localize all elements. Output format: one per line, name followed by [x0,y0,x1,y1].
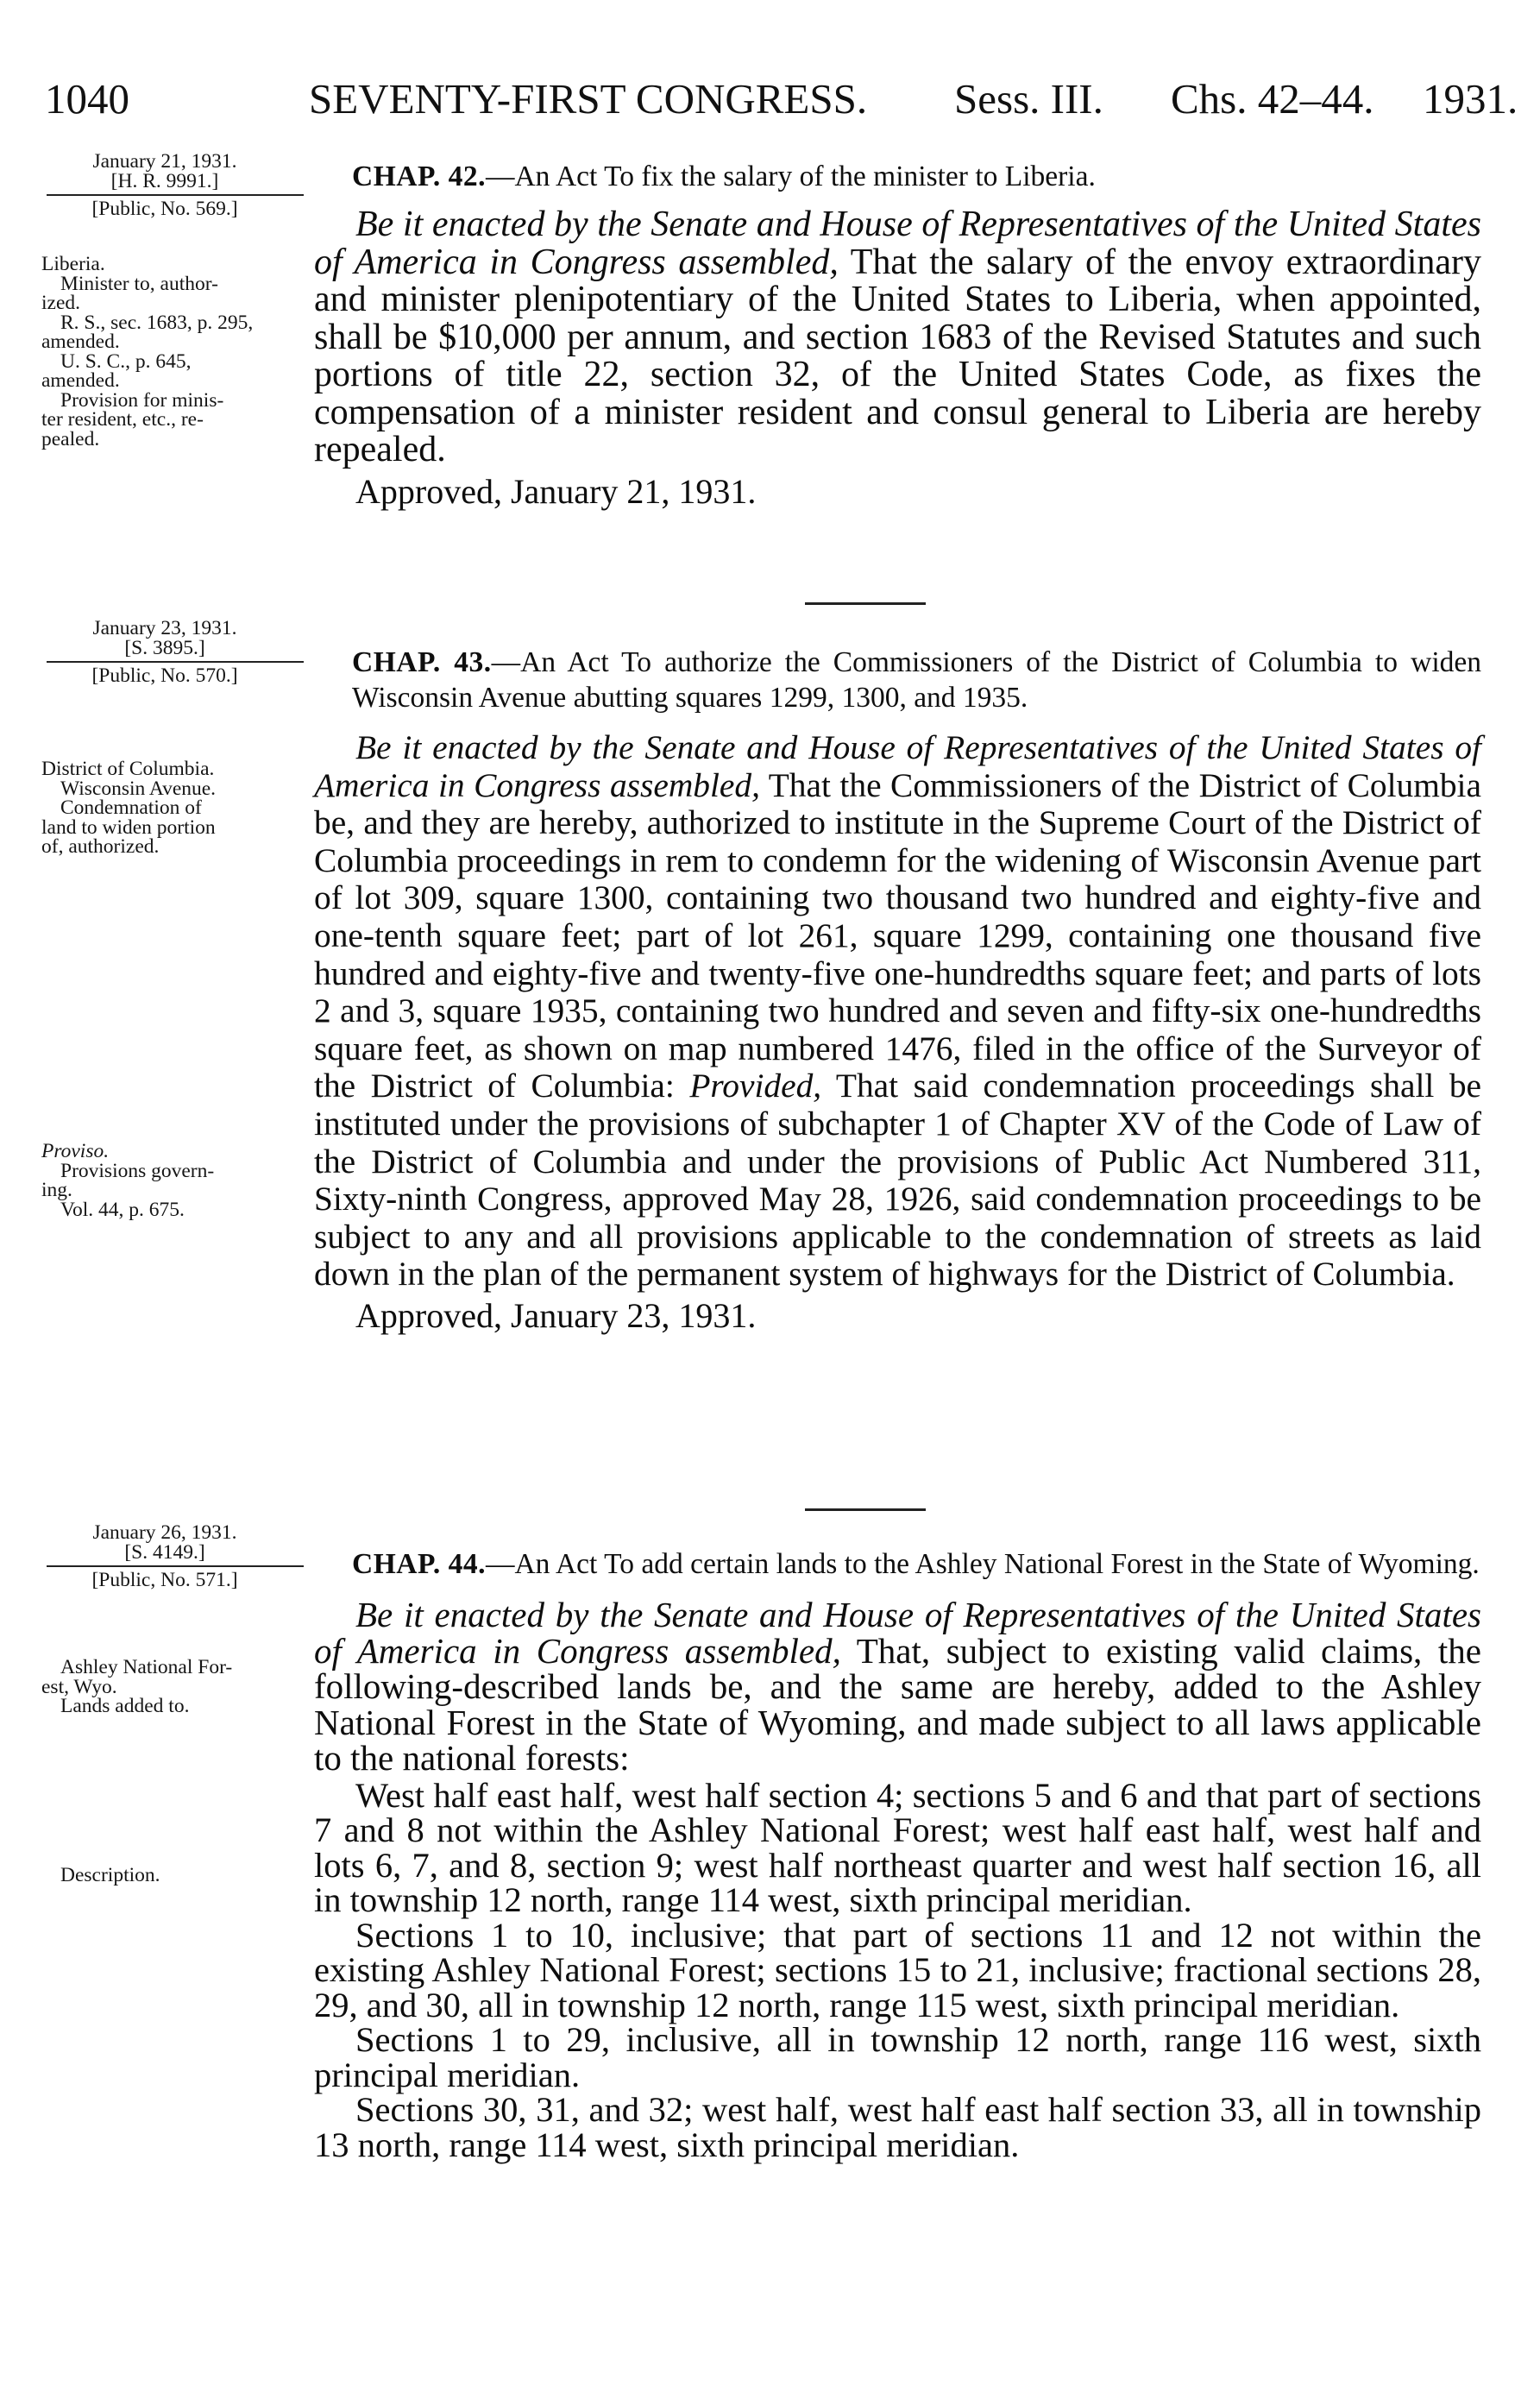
sidenote: Lands added to. [60,1695,190,1717]
enacting-clause: Be it enacted by the Senate and House of Representatives of the United States of America in Congress assembled, [314,728,1481,804]
chapter-43-margin [41,619,300,686]
sidenote: amended. [41,331,120,353]
sidenote: ized. [41,292,81,314]
section-separator [805,602,926,605]
chapters-label: Chs. 42–44. [1171,75,1374,123]
sidenote: Wisconsin Avenue. [60,777,217,800]
proviso-label: Proviso. [41,1140,110,1162]
sidenote: ing. [41,1179,72,1201]
chapter-number: CHAP. 42. [352,161,486,192]
sidenote: land to widen portion [41,815,216,839]
description-paragraph: Sections 30, 31, and 32; west half, west half east half section 33, all in township 13 north, range 114 west, sixth principal meridian. [314,2090,1481,2164]
chapter-43-proviso-notes [41,1142,300,1219]
chapter-44-description-note [41,1866,300,1886]
chapter-44-body [314,1546,1481,2163]
margin-rule [47,194,304,196]
provided-label: Provided, [689,1067,822,1105]
proviso-text: That said condemnation proceedings shall be instituted under the provisions of subchapter 1 of Chapter XV of the Code of Law of the District of Columbia and under the provisions of Public Act Numbered 311, Sixty-ninth Congress, approved May 28, 1926, said condemnation proceedings to be subject to any and all provisions applicable to the condemnation of streets as laid down in the plan of the permanent system of highways for the District of Columbia. [314,1067,1481,1294]
margin-bill: [S. 4149.] [124,1540,205,1564]
chapter-44-margin [41,1523,300,1590]
congress-title: SEVENTY-FIRST CONGRESS. [309,75,868,123]
chapter-heading [314,1546,1481,1582]
margin-public-law: [Public, No. 570.] [91,664,238,687]
margin-rule [47,1565,304,1567]
chapter-title: —An Act To add certain lands to the Ashley National Forest in the State of Wyoming. [485,1548,1480,1580]
margin-public-law: [Public, No. 571.] [91,1569,238,1591]
sidenote: est, Wyo. [41,1675,117,1698]
sidenote: of, authorized. [41,835,160,858]
enacting-paragraph [314,729,1481,1294]
act-text: That the salary of the envoy extraordinary and minister plenipotentiary of the United States to Liberia, when appointed, shall be $10,000 per annum, and section 1683 of the Revised Statutes and such portions of title 22, section 32, of the United States Code, as fixes the compensation of a minister resident and consul general to Liberia are hereby repealed. [314,242,1481,469]
enacting-clause: Be it enacted by the Senate and House of Representatives of the United States of America in Congress assembled, [314,1595,1481,1671]
page-number: 1040 [45,75,129,123]
sidenote: U. S. C., p. 645, [60,349,192,373]
chapter-title: —An Act To fix the salary of the minister to Liberia. [485,161,1096,192]
chapter-43-body [314,645,1481,1337]
sidenote: Description. [60,1864,160,1886]
approved-date: Approved, January 23, 1931. [355,1295,757,1335]
chapter-heading [314,645,1481,715]
approved-date: Approved, January 21, 1931. [355,471,757,511]
sidenote: amended. [41,369,120,392]
margin-date: January 23, 1931. [92,617,237,639]
enacting-clause: Be it enacted by the Senate and House of Representatives of the United States of America in Congress assembled, [314,205,1481,282]
chapter-heading [314,159,1481,194]
section-separator [805,1508,926,1511]
act-text: That, subject to existing valid claims, the following-described lands be, and the same are hereby, added to the Ashley National Forest in the State of Wyoming, and made subject to all laws applicable to the national forests: [314,1630,1481,1778]
sidenote: Provisions govern- [60,1159,215,1182]
margin-public-law: [Public, No. 569.] [91,198,238,220]
chapter-42-sidenotes [41,255,300,449]
description-paragraph: Sections 1 to 29, inclusive, all in township 12 north, range 116 west, sixth principal meridian. [314,2020,1481,2094]
margin-date: January 21, 1931. [92,150,237,173]
sidenote: ter resident, etc., re- [41,408,204,431]
sidenote: Vol. 44, p. 675. [60,1198,185,1221]
sidenote: Condemnation of [60,796,202,819]
description-paragraph: West half east half, west half section 4; sections 5 and 6 and that part of sections 7 and 8 not within the Ashley National Forest; west half east half, west half and lots 6, 7, and 8, section 9; west half northeast quarter and west half section 16, all in township 12 north, range 114 west, sixth principal meridian. [314,1775,1481,1919]
sidenote: Ashley National For- [60,1656,233,1678]
chapter-42-margin [41,152,300,219]
chapter-42-body [314,159,1481,513]
margin-bill: [S. 3895.] [124,636,205,659]
sidenote: District of Columbia. [41,758,215,780]
running-header [45,69,1518,129]
chapter-43-sidenotes [41,759,300,857]
margin-bill: [H. R. 9991.] [110,169,219,192]
sidenote: pealed. [41,427,100,450]
margin-date: January 26, 1931. [92,1521,237,1544]
session-label: Sess. III. [954,75,1103,123]
margin-rule [47,661,304,663]
sidenote: Minister to, author- [60,272,218,295]
description-paragraph: Sections 1 to 10, inclusive; that part of sections 11 and 12 not within the existing Ashley National Forest; sections 15 to 21, inclusive; fractional sections 28, 29, and 30, all in township 12 north, range 115 west, sixth principal meridian. [314,1915,1481,2024]
chapter-title: —An Act To authorize the Commissioners of the District of Columbia to widen Wisconsin Avenue abutting squares 1299, 1300, and 1935. [352,646,1481,714]
sidenote: Provision for minis- [60,388,224,412]
sidenote: R. S., sec. 1683, p. 295, [60,311,254,334]
sidenote: Liberia. [41,253,105,275]
enacting-paragraph [314,206,1481,469]
enacting-paragraph [314,1597,1481,1777]
chapter-number: CHAP. 44. [352,1548,486,1580]
chapter-44-sidenotes [41,1658,300,1716]
chapter-number: CHAP. 43. [352,646,492,678]
act-text: That the Commissioners of the District of Columbia be, and they are hereby, authorized to institute in the Supreme Court of the District of Columbia proceedings in rem to condemn for the widening of Wisconsin Avenue part of lot 309, square 1300, containing two thousand two hundred and eighty-five and one-tenth square feet; part of lot 261, square 1299, containing one thousand five hundred and eighty-five and twenty-five one-hundredths square feet; and parts of lots 2 and 3, square 1935, containing two hundred and seven and fifty-six one-hundredths square feet, as shown on map numbered 1476, filed in the office of the Surveyor of the District of Columbia: [314,765,1481,1105]
year-label: 1931. [1423,75,1518,123]
